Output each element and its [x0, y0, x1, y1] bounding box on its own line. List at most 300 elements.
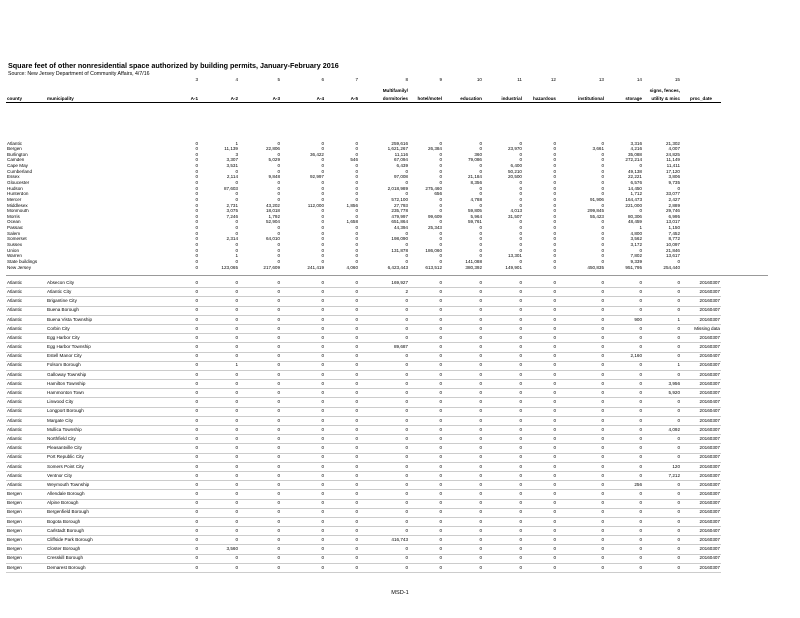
section-divider: [6, 275, 768, 276]
value-cell: 0: [277, 197, 280, 202]
value-cell: 0: [409, 517, 443, 526]
value-cell: 0: [325, 499, 359, 508]
value-cell: 0: [359, 444, 409, 453]
value-cell: 2,114: [226, 174, 238, 180]
county-name: Bergen: [7, 146, 22, 152]
proc-date-cell: 20160307: [681, 499, 721, 508]
value-cell: 43,202: [265, 203, 280, 208]
municipality-name: Estell Manor City: [46, 352, 164, 361]
value-cell: 23,970: [507, 146, 522, 152]
value-cell: 0: [409, 297, 443, 306]
header-industrial: industrial: [501, 96, 522, 102]
value-cell: 0: [523, 490, 557, 499]
county-name: Atlantic: [6, 471, 46, 480]
value-cell: 169,927: [359, 279, 409, 288]
value-cell: 0: [164, 471, 199, 480]
value-cell: 2,018,989: [387, 186, 408, 191]
value-cell: 0: [235, 225, 238, 231]
value-cell: 0: [643, 398, 681, 407]
value-cell: 0: [523, 279, 557, 288]
value-cell: 0: [443, 361, 483, 370]
value-cell: 0: [643, 490, 681, 499]
value-cell: 0: [523, 306, 557, 315]
municipality-name: Ventnor City: [46, 471, 164, 480]
value-cell: 0: [605, 361, 643, 370]
value-cell: 0: [557, 380, 605, 389]
value-cell: 0: [553, 186, 556, 191]
value-cell: 0: [199, 324, 239, 333]
value-cell: 2,889: [668, 203, 680, 208]
value-cell: 0: [281, 361, 325, 370]
value-cell: 0: [479, 236, 482, 242]
value-cell: 0: [325, 279, 359, 288]
value-cell: 0: [239, 508, 281, 517]
municipality-row: [6, 435, 721, 444]
municipality-row: [6, 361, 721, 370]
value-cell: 0: [643, 453, 681, 462]
value-cell: 0: [605, 324, 643, 333]
value-cell: 0: [199, 453, 239, 462]
county-name: Warren: [7, 253, 22, 259]
municipality-name: Mullica Township: [46, 426, 164, 435]
value-cell: 0: [605, 471, 643, 480]
county-name: Bergen: [6, 508, 46, 517]
municipality-name: Hamilton Township: [46, 380, 164, 389]
value-cell: 0: [359, 508, 409, 517]
proc-date-cell: 20160307: [681, 288, 721, 297]
value-cell: 0: [605, 499, 643, 508]
municipality-name: Galloway Township: [46, 370, 164, 379]
value-cell: 0: [239, 398, 281, 407]
value-cell: 0: [164, 279, 199, 288]
value-cell: 0: [405, 231, 408, 236]
value-cell: 0: [359, 416, 409, 425]
value-cell: 91,906: [589, 197, 604, 202]
value-cell: 7,212: [643, 471, 681, 480]
value-cell: 4,788: [470, 197, 482, 202]
value-cell: 0: [553, 152, 556, 157]
municipality-table: [6, 279, 721, 573]
value-cell: 0: [281, 343, 325, 352]
value-cell: 259,616: [391, 141, 408, 146]
value-cell: 0: [325, 508, 359, 517]
column-number: 8: [405, 77, 408, 83]
value-cell: 0: [239, 426, 281, 435]
value-cell: 0: [239, 563, 281, 572]
value-cell: 0: [325, 527, 359, 536]
value-cell: 0: [359, 499, 409, 508]
value-cell: 0: [557, 545, 605, 554]
column-number: 12: [550, 77, 556, 83]
value-cell: 0: [239, 288, 281, 297]
value-cell: 0: [359, 527, 409, 536]
municipality-row: [6, 343, 721, 352]
value-cell: 0: [199, 462, 239, 471]
value-cell: 13,617: [665, 253, 680, 259]
municipality-name: Cliffside Park Borough: [46, 536, 164, 545]
value-cell: 0: [479, 231, 482, 236]
value-cell: 275,460: [425, 186, 442, 191]
value-cell: 89,687: [359, 343, 409, 352]
value-cell: 0: [359, 324, 409, 333]
value-cell: 0: [199, 435, 239, 444]
value-cell: 0: [605, 536, 643, 545]
value-cell: 0: [277, 248, 280, 253]
value-cell: 299,845: [587, 208, 604, 214]
value-cell: 0: [325, 380, 359, 389]
value-cell: 0: [443, 527, 483, 536]
value-cell: 0: [405, 180, 408, 185]
value-cell: 0: [321, 208, 324, 214]
value-cell: 0: [239, 527, 281, 536]
value-cell: 0: [553, 157, 556, 163]
value-cell: 1: [643, 361, 681, 370]
value-cell: 6,400: [510, 163, 522, 169]
value-cell: 25,343: [427, 225, 442, 231]
county-name: Bergen: [6, 545, 46, 554]
value-cell: 0: [195, 236, 198, 242]
value-cell: 0: [601, 242, 604, 248]
value-cell: 0: [605, 490, 643, 499]
value-cell: 0: [639, 248, 642, 253]
value-cell: 0: [557, 334, 605, 343]
value-cell: 0: [677, 259, 680, 264]
value-cell: 14,450: [627, 186, 642, 191]
value-cell: 0: [325, 554, 359, 563]
value-cell: 2,427: [668, 197, 680, 202]
value-cell: 0: [443, 462, 483, 471]
value-cell: 0: [239, 370, 281, 379]
proc-date-cell: 20160307: [681, 490, 721, 499]
value-cell: 0: [605, 370, 643, 379]
value-cell: 0: [601, 191, 604, 197]
value-cell: 0: [439, 163, 442, 169]
value-cell: 0: [235, 219, 238, 225]
value-cell: 0: [199, 279, 239, 288]
value-cell: 0: [443, 481, 483, 490]
value-cell: 11,139: [224, 146, 238, 152]
value-cell: 0: [519, 157, 522, 163]
value-cell: 0: [601, 163, 604, 169]
value-cell: 0: [281, 398, 325, 407]
column-header: [6, 74, 721, 103]
municipality-name: Carlstadt Borough: [46, 527, 164, 536]
value-cell: 0: [195, 208, 198, 214]
header-row: [6, 94, 721, 103]
value-cell: 0: [321, 180, 324, 185]
value-cell: 0: [199, 306, 239, 315]
value-cell: 0: [409, 527, 443, 536]
value-cell: 0: [164, 324, 199, 333]
value-cell: 0: [483, 545, 523, 554]
municipality-row: [6, 554, 721, 563]
county-name: Bergen: [6, 536, 46, 545]
county-name: Atlantic: [6, 389, 46, 398]
value-cell: 0: [195, 231, 198, 236]
value-cell: 221,000: [625, 203, 642, 208]
value-cell: 0: [277, 225, 280, 231]
municipality-row: [6, 508, 721, 517]
county-name: Atlantic: [6, 453, 46, 462]
value-cell: 0: [164, 481, 199, 490]
value-cell: 0: [325, 334, 359, 343]
municipality-row: [6, 407, 721, 416]
value-cell: 0: [483, 416, 523, 425]
value-cell: 479,997: [391, 214, 408, 219]
value-cell: 0: [557, 370, 605, 379]
value-cell: 0: [443, 288, 483, 297]
value-cell: 0: [443, 536, 483, 545]
value-cell: 0: [601, 152, 604, 157]
value-cell: 0: [443, 370, 483, 379]
county-name: Atlantic: [6, 481, 46, 490]
value-cell: 0: [483, 334, 523, 343]
value-cell: 0: [325, 306, 359, 315]
value-cell: 0: [523, 352, 557, 361]
value-cell: 0: [321, 157, 324, 163]
municipality-row: [6, 499, 721, 508]
value-cell: 0: [439, 174, 442, 180]
value-cell: 0: [195, 259, 198, 264]
value-cell: 0: [325, 517, 359, 526]
value-cell: 55,423: [589, 214, 604, 219]
county-name: Passaic: [7, 225, 24, 231]
value-cell: 0: [483, 499, 523, 508]
value-cell: 0: [443, 343, 483, 352]
proc-date-cell: 20160307: [681, 297, 721, 306]
value-cell: 0: [483, 361, 523, 370]
header-proc-date: proc_date: [690, 96, 712, 102]
value-cell: 0: [553, 146, 556, 152]
proc-date-cell: 20160307: [681, 361, 721, 370]
municipality-name: Egg Harbor Township: [46, 343, 164, 352]
proc-date-cell: 20160307: [681, 453, 721, 462]
municipality-name: Northfield City: [46, 435, 164, 444]
value-cell: 0: [439, 141, 442, 146]
value-cell: 0: [443, 380, 483, 389]
municipality-name: Longport Borough: [46, 407, 164, 416]
value-cell: 0: [164, 380, 199, 389]
value-cell: 0: [409, 481, 443, 490]
value-cell: 0: [601, 231, 604, 236]
municipality-row: [6, 380, 721, 389]
value-cell: 0: [643, 306, 681, 315]
header-multifamily: Multifamily/: [382, 88, 408, 94]
value-cell: 0: [557, 361, 605, 370]
value-cell: 0: [557, 279, 605, 288]
value-cell: 0: [199, 426, 239, 435]
value-cell: 0: [164, 508, 199, 517]
value-cell: 0: [483, 306, 523, 315]
value-cell: 0: [605, 343, 643, 352]
value-cell: 0: [443, 389, 483, 398]
value-cell: 0: [325, 426, 359, 435]
county-name: Bergen: [6, 563, 46, 572]
value-cell: 0: [601, 259, 604, 264]
value-cell: 0: [523, 444, 557, 453]
value-cell: 0: [164, 527, 199, 536]
value-cell: 0: [523, 343, 557, 352]
value-cell: 0: [519, 231, 522, 236]
value-cell: 0: [321, 219, 324, 225]
value-cell: 5,964: [470, 214, 482, 219]
value-cell: 0: [199, 499, 239, 508]
value-cell: 0: [601, 248, 604, 253]
county-name: Atlantic: [6, 416, 46, 425]
value-cell: 0: [199, 444, 239, 453]
municipality-name: Weymouth Township: [46, 481, 164, 490]
value-cell: 0: [557, 426, 605, 435]
header-signs: signs, fences,: [649, 88, 680, 94]
value-cell: 0: [643, 554, 681, 563]
value-cell: 0: [557, 536, 605, 545]
value-cell: 0: [479, 191, 482, 197]
value-cell: 0: [483, 563, 523, 572]
value-cell: 656: [434, 191, 442, 197]
value-cell: 0: [281, 499, 325, 508]
value-cell: 0: [164, 435, 199, 444]
municipality-row: [6, 527, 721, 536]
municipality-name: Alpine Borough: [46, 499, 164, 508]
value-cell: 3,562: [630, 236, 642, 242]
value-cell: 572,100: [391, 197, 408, 202]
value-cell: 0: [605, 462, 643, 471]
municipality-name: Bergenfield Borough: [46, 508, 164, 517]
value-cell: 360: [474, 152, 482, 157]
value-cell: 4,216: [630, 146, 642, 152]
value-cell: 0: [355, 253, 358, 259]
value-cell: 0: [281, 306, 325, 315]
value-cell: 13,301: [507, 253, 522, 259]
value-cell: 0: [281, 517, 325, 526]
proc-date-cell: 20160307: [681, 334, 721, 343]
value-cell: 0: [483, 398, 523, 407]
county-name: Hudson: [7, 186, 23, 191]
value-cell: 0: [164, 407, 199, 416]
value-cell: 0: [523, 389, 557, 398]
value-cell: 0: [439, 236, 442, 242]
value-cell: 416,743: [359, 536, 409, 545]
value-cell: 11,411: [666, 163, 680, 169]
proc-date-cell: 20160407: [681, 398, 721, 407]
value-cell: 0: [443, 334, 483, 343]
value-cell: 0: [325, 343, 359, 352]
value-cell: 3,316: [630, 141, 642, 146]
value-cell: 0: [281, 380, 325, 389]
value-cell: 0: [239, 453, 281, 462]
value-cell: 0: [553, 265, 556, 270]
county-name: Bergen: [6, 554, 46, 563]
value-cell: 0: [557, 343, 605, 352]
value-cell: 0: [601, 225, 604, 231]
value-cell: 0: [239, 343, 281, 352]
value-cell: 0: [409, 508, 443, 517]
value-cell: 22,221: [627, 174, 642, 180]
value-cell: 0: [325, 352, 359, 361]
value-cell: 0: [325, 545, 359, 554]
value-cell: 1: [643, 315, 681, 324]
value-cell: 13,017: [665, 219, 680, 225]
county-name: Atlantic: [6, 407, 46, 416]
municipality-name: Pleasantville City: [46, 444, 164, 453]
value-cell: 0: [277, 141, 280, 146]
value-cell: 0: [321, 225, 324, 231]
value-cell: 0: [164, 490, 199, 499]
value-cell: 7,246: [226, 214, 238, 219]
value-cell: 0: [281, 490, 325, 499]
value-cell: 0: [443, 554, 483, 563]
value-cell: 0: [479, 225, 482, 231]
value-cell: 0: [483, 481, 523, 490]
value-cell: 0: [639, 208, 642, 214]
value-cell: 1,658: [346, 219, 358, 225]
empty-cell: [681, 265, 721, 271]
value-cell: 0: [325, 324, 359, 333]
value-cell: 0: [239, 324, 281, 333]
value-cell: 0: [483, 490, 523, 499]
value-cell: 0: [359, 490, 409, 499]
value-cell: 120: [643, 462, 681, 471]
value-cell: 0: [479, 253, 482, 259]
value-cell: 0: [483, 324, 523, 333]
value-cell: 10,097: [665, 242, 680, 248]
value-cell: 0: [443, 545, 483, 554]
value-cell: 0: [409, 306, 443, 315]
value-cell: 0: [557, 398, 605, 407]
value-cell: 0: [409, 499, 443, 508]
value-cell: 0: [325, 398, 359, 407]
value-cell: 0: [195, 197, 198, 202]
value-cell: 0: [523, 517, 557, 526]
county-name: Middlesex: [7, 203, 28, 208]
value-cell: 0: [643, 517, 681, 526]
value-cell: 0: [483, 315, 523, 324]
value-cell: 0: [199, 416, 239, 425]
value-cell: 0: [523, 324, 557, 333]
value-cell: 0: [359, 517, 409, 526]
value-cell: 0: [281, 334, 325, 343]
value-cell: 17,120: [665, 169, 680, 174]
value-cell: 0: [277, 242, 280, 248]
municipality-name: Port Republic City: [46, 453, 164, 462]
proc-date-cell: 20160307: [681, 517, 721, 526]
value-cell: 0: [677, 186, 680, 191]
value-cell: 0: [439, 208, 442, 214]
county-name: Atlantic: [6, 426, 46, 435]
value-cell: 4,060: [346, 265, 358, 270]
value-cell: 48,459: [627, 219, 642, 225]
value-cell: 0: [639, 163, 642, 169]
county-name: Bergen: [6, 527, 46, 536]
proc-date-cell: 20160307: [681, 279, 721, 288]
value-cell: 0: [281, 462, 325, 471]
value-cell: 0: [359, 389, 409, 398]
value-cell: 0: [325, 435, 359, 444]
value-cell: 651,864: [391, 219, 408, 225]
value-cell: 0: [483, 527, 523, 536]
header-hotel-motel: hotel/motel: [417, 96, 442, 102]
header-institutional: institutional: [577, 96, 604, 102]
value-cell: 3,075: [226, 208, 238, 214]
value-cell: 0: [281, 407, 325, 416]
county-name: Union: [7, 248, 20, 253]
value-cell: 0: [277, 191, 280, 197]
value-cell: 0: [439, 242, 442, 248]
municipality-row: [6, 481, 721, 490]
value-cell: 0: [519, 219, 522, 225]
value-cell: 0: [557, 554, 605, 563]
value-cell: 0: [199, 352, 239, 361]
